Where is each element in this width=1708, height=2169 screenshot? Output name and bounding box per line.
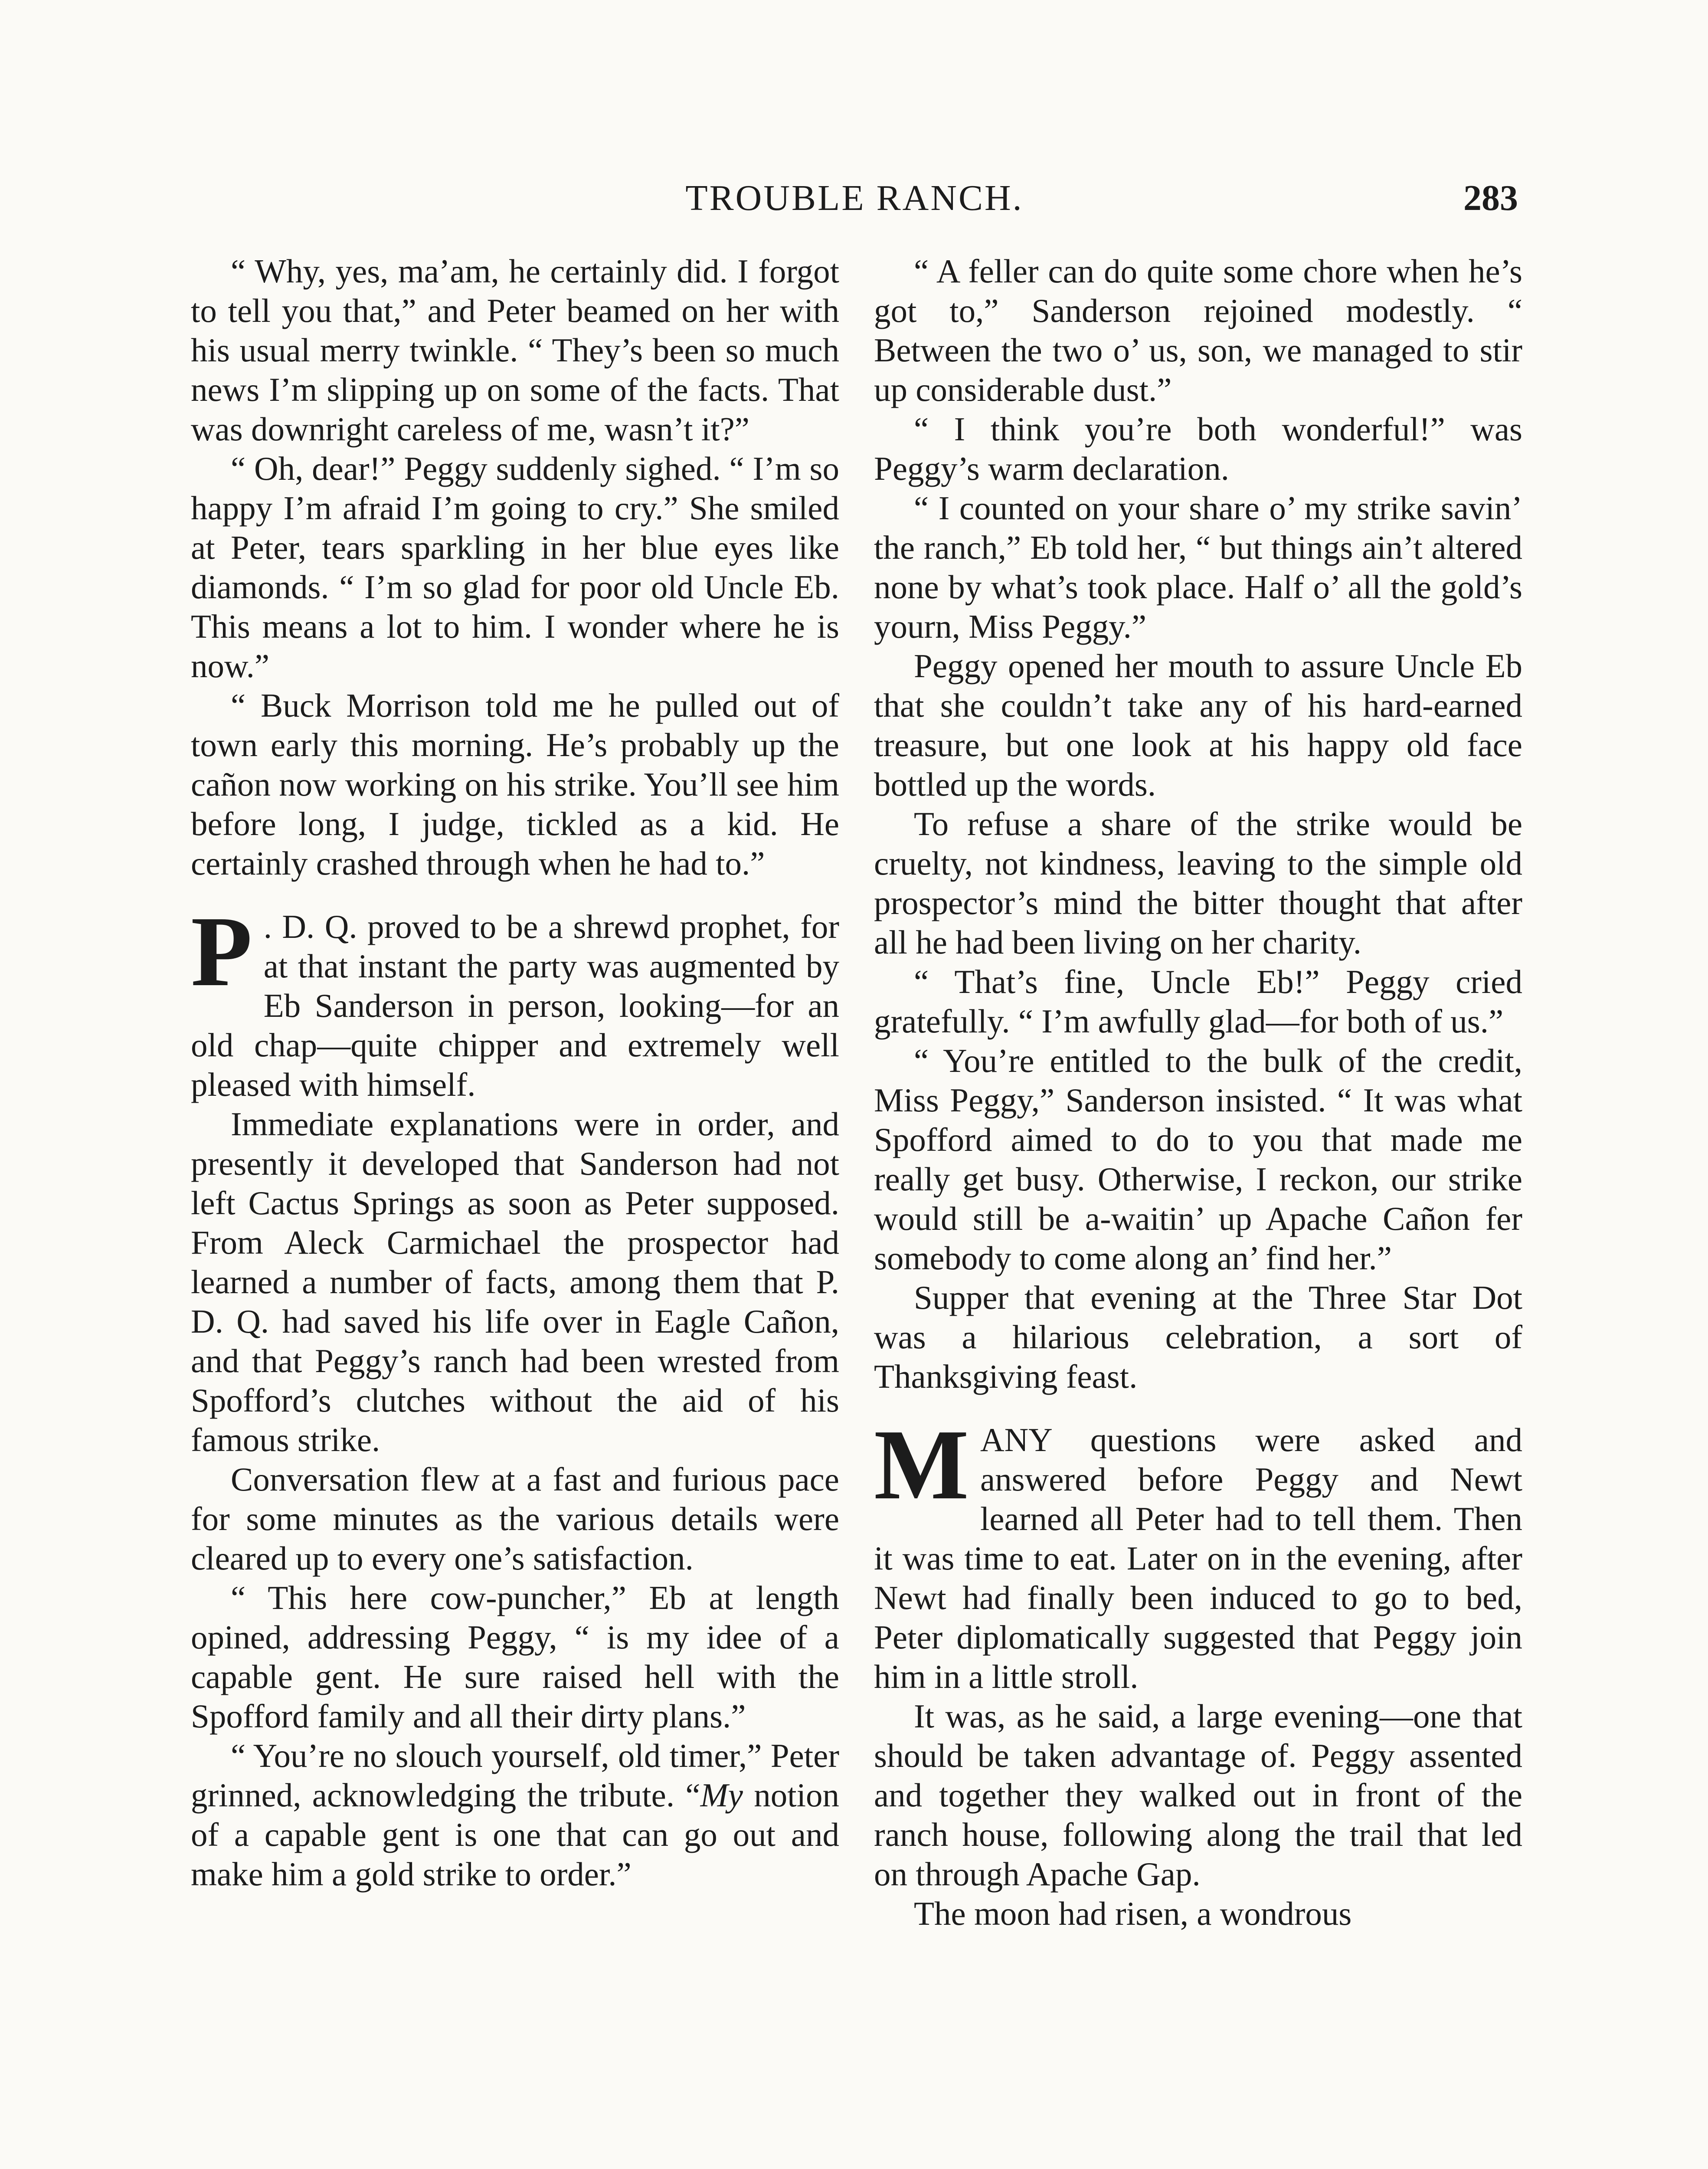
paragraph: “ A feller can do quite some chore when he’s got to,” Sanderson rejoined modestly. “ Between the two o’ us, son, we managed to stir up considerable dust.” <box>874 252 1522 408</box>
section-paragraph <box>874 1409 1522 1697</box>
paragraph: Conversation flew at a fast and furious pace for some minutes as the various details were cleared up to every one’s satisfaction. <box>191 1461 839 1577</box>
drop-cap: P <box>191 896 252 1007</box>
paragraph: “ You’re entitled to the bulk of the credit, Miss Peggy,” Sanderson insisted. “ It was what Spofford aimed to do to you that made me really get busy. Otherwise, I reckon, our strike would still be a-waitin’ up Apache Cañon fer somebody to come along an’ find her.” <box>874 1042 1522 1277</box>
paragraph: “ This here cow-puncher,” Eb at length opined, addressing Peggy, “ is my idee of a capable gent. He sure raised hell with the Spofford family and all their dirty plans.” <box>191 1579 839 1735</box>
paragraph-text: “ You’re no slouch yourself, old timer,” Peter grinned, acknowledging the tribute. “ <box>191 1737 839 1814</box>
paragraph: The moon had risen, a wondrous <box>914 1895 1352 1932</box>
paragraph <box>191 1736 839 1894</box>
paragraph: To refuse a share of the strike would be cruelty, not kindness, leaving to the simple old prospector’s mind the bitter thought that after all he had been living on her charity. <box>874 805 1522 961</box>
paragraph-text: notion of a capable gent is one that can go out and make him a gold strike to order.” <box>191 1776 839 1893</box>
paragraph: Immediate explanations were in order, and presently it developed that Sanderson had not left Cactus Springs as soon as Peter supposed. From Aleck Carmichael the prospector had learned a number of facts, among them that P. D. Q. had saved his life over in Eagle Cañon, and that Peggy’s ranch had been wrested from Spofford’s clutches without the aid of his famous strike. <box>191 1105 839 1458</box>
left-column <box>191 252 839 1894</box>
section-paragraph <box>191 896 839 1104</box>
paragraph-text: ANY questions were asked and answered before Peggy and Newt learned all Peter had to tell them. Then it was time to eat. Later on in the evening, after Newt had finally been induced to go to bed, Peter diplomatically suggested that Peggy join him in a little stroll. <box>874 1421 1522 1695</box>
page-number: 283 <box>1463 178 1518 218</box>
page-header <box>191 177 1518 225</box>
paragraph: “ Why, yes, ma’am, he certainly did. I forgot to tell you that,” and Peter beamed on her with his usual merry twinkle. “ They’s been so much news I’m slipping up on some of the facts. That was downright careless of me, wasn’t it?” <box>191 252 839 448</box>
paragraph: Peggy opened her mouth to assure Uncle Eb that she couldn’t take any of his hard-earned treasure, but one look at his happy old face bottled up the words. <box>874 647 1522 803</box>
running-title: TROUBLE RANCH. <box>685 178 1024 218</box>
paragraph: “ I counted on your share o’ my strike savin’ the ranch,” Eb told her, “ but things ain’t altered none by what’s took place. Half o’ all the gold’s yourn, Miss Peggy.” <box>874 489 1522 645</box>
paragraph: “ Oh, dear!” Peggy suddenly sighed. “ I’m so happy I’m afraid I’m going to cry.” She smiled at Peter, tears sparkling in her blue eyes like diamonds. “ I’m so glad for poor old Uncle Eb. This means a lot to him. I wonder where he is now.” <box>191 450 839 685</box>
paragraph: “ Buck Morrison told me he pulled out of town early this morning. He’s probably up the cañon now working on his strike. You’ll see him before long, I judge, tickled as a kid. He certainly crashed through when he had to.” <box>191 687 839 882</box>
emphasis: My <box>700 1776 743 1814</box>
drop-cap: M <box>874 1409 969 1520</box>
paragraph: “ That’s fine, Uncle Eb!” Peggy cried gratefully. “ I’m awfully glad—for both of us.” <box>874 963 1522 1040</box>
right-column <box>874 252 1522 1933</box>
paragraph: Supper that evening at the Three Star Dot was a hilarious celebration, a sort of Thanksgiving feast. <box>874 1279 1522 1395</box>
paragraph: It was, as he said, a large evening—one that should be taken advantage of. Peggy assented and together they walked out in front of the ranch house, following along the trail that led on through Apache Gap. <box>874 1697 1522 1893</box>
paragraph: “ I think you’re both wonderful!” was Peggy’s warm declaration. <box>874 410 1522 487</box>
paragraph-text: . D. Q. proved to be a shrewd prophet, for at that instant the party was augmented by Eb Sanderson in person, looking—for an old chap—quite chipper and extremely well pleased with himself. <box>191 908 839 1103</box>
